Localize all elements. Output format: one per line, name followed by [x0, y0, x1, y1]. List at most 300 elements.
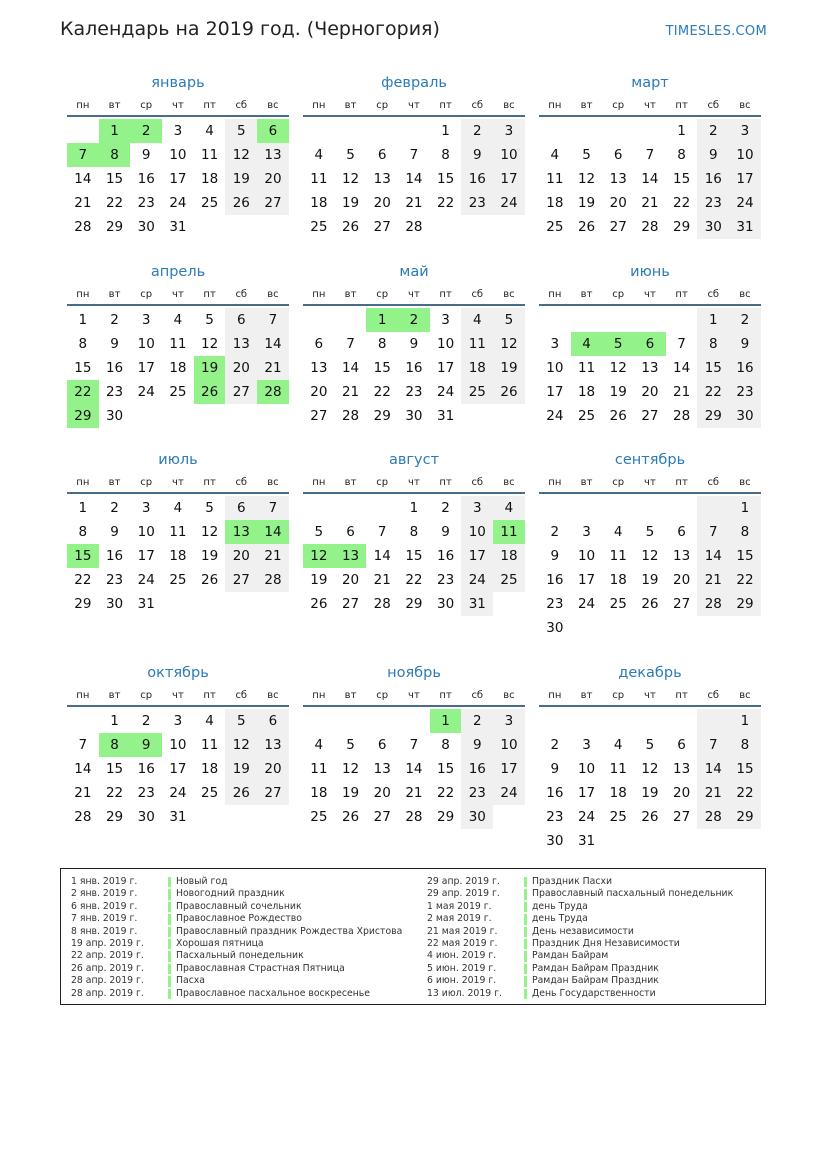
month-name: февраль	[381, 75, 447, 91]
day-cell: 4	[314, 147, 324, 163]
day-cell: 18	[546, 195, 564, 211]
day-cell: 4	[613, 737, 623, 753]
day-cell: 21	[641, 195, 659, 211]
holiday-name: День Государственности	[532, 987, 656, 999]
day-cell: 30	[546, 833, 564, 849]
holiday-name: Праздник Пасхи	[532, 876, 612, 887]
weekday-label: сб	[235, 289, 248, 300]
weekday-label: вт	[344, 690, 357, 701]
day-cell: 27	[673, 596, 691, 612]
weekday-label: сб	[707, 477, 720, 488]
day-cell: 22	[74, 572, 92, 588]
empty-cell	[666, 308, 698, 332]
empty-cell	[366, 709, 398, 733]
day-cell: 16	[137, 171, 155, 187]
weekday-label: вс	[503, 690, 515, 701]
empty-cell	[257, 215, 289, 239]
holiday-date: 28 апр. 2019 г.	[71, 975, 144, 987]
day-cell: 25	[493, 568, 525, 592]
weekday-label: чт	[408, 690, 420, 701]
day-cell: 31	[437, 408, 455, 424]
day-cell: 14	[641, 171, 659, 187]
day-grid	[303, 119, 525, 239]
day-cell: 7	[697, 520, 729, 544]
day-cell: 28	[74, 219, 92, 235]
day-cell: 17	[137, 548, 155, 564]
holiday-marker	[168, 927, 171, 937]
empty-cell	[225, 404, 257, 428]
day-cell: 12	[341, 171, 360, 187]
day-grid	[539, 308, 761, 428]
day-cell: 29	[673, 219, 691, 235]
day-cell: 28	[341, 408, 360, 424]
day-cell: 19	[341, 195, 360, 211]
empty-cell	[602, 616, 634, 640]
holiday-marker	[524, 951, 527, 961]
weekday-label: вт	[580, 100, 593, 111]
day-cell: 19	[577, 195, 596, 211]
month-name: апрель	[150, 264, 206, 280]
day-cell: 20	[225, 356, 257, 380]
day-cell: 23	[461, 781, 493, 805]
empty-cell	[194, 404, 226, 428]
day-cell: 31	[137, 596, 155, 612]
day-cell: 20	[673, 785, 691, 801]
day-cell: 23	[105, 384, 124, 400]
empty-cell	[493, 404, 525, 428]
holiday-day-cell: 19	[194, 356, 226, 380]
weekday-label: пн	[76, 100, 90, 111]
month-name: октябрь	[147, 665, 209, 681]
day-cell: 26	[577, 219, 596, 235]
holiday-marker	[168, 877, 171, 887]
holiday-marker	[524, 989, 527, 999]
holiday-row	[71, 901, 402, 913]
holiday-row	[427, 888, 733, 900]
month-name: май	[399, 264, 429, 280]
month-9	[539, 450, 761, 640]
holiday-marker	[168, 902, 171, 912]
month-name: ноябрь	[387, 665, 441, 681]
day-cell: 21	[257, 544, 289, 568]
day-cell: 1	[441, 123, 450, 139]
day-cell: 23	[461, 191, 493, 215]
holiday-row	[427, 938, 733, 950]
day-cell: 28	[373, 596, 391, 612]
day-cell: 21	[74, 195, 92, 211]
day-cell: 5	[346, 737, 355, 753]
day-cell: 31	[729, 215, 761, 239]
month-name: декабрь	[618, 665, 682, 681]
day-cell: 10	[137, 336, 155, 352]
weekday-label: вс	[267, 100, 279, 111]
day-cell: 15	[105, 761, 124, 777]
weekday-label: пт	[439, 100, 452, 111]
day-cell: 4	[205, 713, 214, 729]
weekday-label: сб	[235, 477, 248, 488]
day-cell: 14	[74, 171, 92, 187]
day-cell: 6	[613, 147, 623, 163]
day-cell: 28	[257, 568, 289, 592]
day-cell: 9	[729, 332, 761, 356]
day-cell: 2	[697, 119, 729, 143]
weekday-label: вс	[503, 289, 515, 300]
holiday-row	[71, 876, 402, 888]
day-cell: 18	[169, 548, 187, 564]
holiday-marker	[524, 902, 527, 912]
weekday-label: сб	[471, 690, 484, 701]
weekday-label: вт	[108, 289, 121, 300]
empty-cell	[257, 805, 289, 829]
empty-cell	[194, 215, 226, 239]
holiday-row	[71, 988, 402, 1000]
day-cell: 26	[225, 781, 257, 805]
day-cell: 14	[405, 171, 423, 187]
day-cell: 3	[582, 524, 591, 540]
holiday-name: Пасха	[176, 975, 205, 987]
holiday-date: 5 июн. 2019 г.	[427, 962, 497, 974]
day-cell: 18	[609, 785, 627, 801]
day-cell: 4	[173, 312, 183, 328]
day-cell: 24	[546, 408, 564, 424]
empty-cell	[539, 119, 571, 143]
day-cell: 7	[697, 733, 729, 757]
day-cell: 15	[437, 171, 455, 187]
day-cell: 18	[201, 171, 219, 187]
day-cell: 7	[409, 737, 419, 753]
day-cell: 4	[314, 737, 324, 753]
day-cell: 23	[437, 572, 455, 588]
day-cell: 29	[105, 219, 124, 235]
weekday-label: чт	[408, 100, 420, 111]
day-grid	[539, 119, 761, 239]
empty-cell	[194, 592, 226, 616]
empty-cell	[225, 592, 257, 616]
day-cell: 27	[373, 219, 391, 235]
weekday-label: ср	[140, 100, 153, 111]
day-cell: 31	[461, 592, 493, 616]
day-cell: 26	[225, 191, 257, 215]
weekday-label: ср	[376, 690, 389, 701]
holiday-list-left	[71, 876, 402, 1000]
day-cell: 15	[673, 171, 691, 187]
holiday-marker	[168, 939, 171, 949]
empty-cell	[634, 829, 666, 853]
day-grid	[303, 308, 525, 428]
empty-cell	[571, 308, 603, 332]
day-cell: 8	[697, 332, 729, 356]
day-cell: 12	[201, 336, 219, 352]
holiday-row	[427, 926, 733, 938]
day-cell: 14	[697, 544, 729, 568]
day-cell: 2	[550, 737, 560, 753]
day-cell: 24	[493, 781, 525, 805]
empty-cell	[162, 592, 194, 616]
empty-cell	[571, 616, 603, 640]
page-title: Календарь на 2019 год. (Черногория)	[60, 18, 440, 40]
day-cell: 9	[141, 147, 151, 163]
holiday-day-cell: 13	[335, 544, 367, 568]
day-cell: 30	[405, 408, 423, 424]
day-cell: 12	[201, 524, 219, 540]
holiday-marker	[524, 964, 527, 974]
holiday-row	[71, 963, 402, 975]
weekday-header	[67, 474, 289, 494]
day-cell: 21	[373, 572, 391, 588]
month-7	[67, 450, 289, 616]
day-cell: 14	[257, 332, 289, 356]
weekday-header	[67, 97, 289, 117]
day-cell: 5	[225, 119, 257, 143]
day-cell: 22	[405, 572, 423, 588]
weekday-label: пн	[312, 477, 326, 488]
day-cell: 28	[405, 219, 423, 235]
holiday-name: Праздник Дня Независимости	[532, 937, 680, 949]
day-grid	[303, 496, 525, 616]
weekday-label: ср	[376, 477, 389, 488]
month-3	[539, 73, 761, 239]
day-cell: 27	[257, 191, 289, 215]
day-cell: 24	[729, 191, 761, 215]
holiday-marker	[524, 877, 527, 887]
day-cell: 22	[105, 195, 124, 211]
day-cell: 25	[201, 195, 219, 211]
holiday-day-cell: 6	[634, 332, 666, 356]
day-cell: 14	[74, 761, 92, 777]
holiday-name: Пасхальный понедельник	[176, 950, 304, 962]
day-cell: 13	[257, 733, 289, 757]
weekday-label: сб	[471, 477, 484, 488]
weekday-label: вт	[108, 100, 121, 111]
holiday-marker	[524, 976, 527, 986]
day-cell: 27	[373, 809, 391, 825]
weekday-label: ср	[376, 289, 389, 300]
day-cell: 4	[461, 308, 493, 332]
empty-cell	[634, 119, 666, 143]
weekday-label: ср	[140, 289, 153, 300]
day-cell: 12	[341, 761, 360, 777]
day-cell: 3	[493, 709, 525, 733]
day-cell: 22	[673, 195, 691, 211]
day-cell: 7	[257, 308, 289, 332]
day-cell: 14	[697, 757, 729, 781]
day-cell: 3	[141, 500, 151, 516]
empty-cell	[666, 829, 698, 853]
day-cell: 7	[677, 336, 686, 352]
day-cell: 24	[461, 568, 493, 592]
day-cell: 22	[729, 568, 761, 592]
empty-cell	[366, 119, 398, 143]
day-cell: 23	[729, 380, 761, 404]
weekday-header	[539, 97, 761, 117]
day-cell: 25	[169, 572, 187, 588]
empty-cell	[697, 709, 729, 733]
day-cell: 16	[405, 360, 423, 376]
day-cell: 20	[225, 544, 257, 568]
weekday-label: вс	[739, 289, 751, 300]
weekday-label: вт	[108, 690, 121, 701]
holiday-name: Рамдан Байрам Праздник	[532, 962, 659, 974]
weekday-label: пт	[439, 289, 452, 300]
day-cell: 20	[641, 384, 659, 400]
holiday-list	[60, 868, 766, 1005]
empty-cell	[461, 215, 493, 239]
weekday-label: ср	[140, 477, 153, 488]
day-cell: 6	[225, 308, 257, 332]
holiday-marker	[168, 976, 171, 986]
holiday-row	[71, 913, 402, 925]
day-cell: 30	[546, 620, 564, 636]
day-cell: 13	[609, 171, 627, 187]
day-cell: 11	[201, 147, 219, 163]
day-cell: 31	[169, 219, 187, 235]
holiday-day-cell: 14	[257, 520, 289, 544]
day-cell: 17	[577, 572, 596, 588]
weekday-label: вс	[739, 100, 751, 111]
holiday-day-cell: 1	[430, 709, 462, 733]
day-cell: 17	[137, 360, 155, 376]
holiday-name: Новогодний праздник	[176, 888, 285, 900]
empty-cell	[335, 709, 367, 733]
weekday-label: пн	[76, 477, 90, 488]
empty-cell	[602, 496, 634, 520]
day-cell: 24	[577, 809, 596, 825]
day-cell: 10	[493, 143, 525, 167]
day-cell: 9	[110, 336, 119, 352]
day-cell: 18	[310, 195, 328, 211]
weekday-label: ср	[612, 289, 625, 300]
day-cell: 9	[441, 524, 450, 540]
day-cell: 3	[141, 312, 151, 328]
holiday-day-cell: 4	[571, 332, 603, 356]
holiday-day-cell: 8	[99, 733, 131, 757]
day-cell: 28	[697, 805, 729, 829]
day-cell: 24	[137, 572, 155, 588]
empty-cell	[257, 592, 289, 616]
day-cell: 23	[546, 596, 564, 612]
day-cell: 22	[105, 785, 124, 801]
day-cell: 30	[437, 596, 455, 612]
day-cell: 1	[697, 308, 729, 332]
weekday-label: чт	[172, 289, 184, 300]
holiday-day-cell: 29	[67, 404, 99, 428]
holiday-day-cell: 11	[493, 520, 525, 544]
day-cell: 17	[493, 757, 525, 781]
day-cell: 18	[609, 572, 627, 588]
weekday-header	[303, 474, 525, 494]
holiday-row	[427, 988, 733, 1000]
empty-cell	[335, 496, 367, 520]
weekday-label: пт	[203, 477, 216, 488]
day-cell: 2	[141, 713, 151, 729]
day-cell: 20	[673, 572, 691, 588]
holiday-date: 2 янв. 2019 г.	[71, 888, 138, 900]
day-cell: 3	[173, 123, 183, 139]
day-grid	[539, 709, 761, 853]
day-cell: 2	[729, 308, 761, 332]
weekday-label: чт	[172, 690, 184, 701]
day-cell: 7	[409, 147, 419, 163]
weekday-header	[303, 687, 525, 707]
holiday-day-cell: 7	[67, 143, 99, 167]
holiday-marker	[168, 914, 171, 924]
day-cell: 16	[461, 757, 493, 781]
day-cell: 1	[409, 500, 419, 516]
weekday-label: пт	[675, 289, 688, 300]
day-cell: 27	[225, 568, 257, 592]
weekday-header	[303, 286, 525, 306]
day-grid	[303, 709, 525, 829]
day-cell: 10	[729, 143, 761, 167]
day-cell: 15	[74, 360, 92, 376]
day-cell: 8	[409, 524, 419, 540]
day-cell: 27	[257, 781, 289, 805]
empty-cell	[539, 709, 571, 733]
day-cell: 19	[609, 384, 627, 400]
empty-cell	[539, 496, 571, 520]
day-cell: 13	[373, 171, 391, 187]
day-cell: 5	[645, 737, 655, 753]
day-cell: 10	[577, 548, 596, 564]
holiday-marker	[168, 889, 171, 899]
month-5	[303, 262, 525, 428]
empty-cell	[602, 829, 634, 853]
weekday-label: пн	[548, 477, 562, 488]
holiday-row	[427, 963, 733, 975]
day-cell: 26	[201, 572, 219, 588]
day-cell: 16	[697, 167, 729, 191]
day-cell: 6	[314, 336, 324, 352]
day-cell: 6	[377, 737, 387, 753]
day-cell: 2	[461, 119, 493, 143]
day-cell: 14	[405, 761, 423, 777]
day-cell: 9	[110, 524, 119, 540]
empty-cell	[335, 308, 367, 332]
empty-cell	[666, 496, 698, 520]
day-cell: 14	[673, 360, 691, 376]
weekday-label: пт	[203, 690, 216, 701]
day-cell: 11	[201, 737, 219, 753]
day-cell: 8	[377, 336, 387, 352]
weekday-label: пн	[548, 100, 562, 111]
day-cell: 24	[577, 596, 596, 612]
day-grid	[67, 308, 289, 428]
weekday-label: пт	[675, 690, 688, 701]
day-cell: 29	[74, 596, 92, 612]
day-cell: 17	[169, 761, 187, 777]
day-cell: 19	[641, 572, 659, 588]
holiday-row	[71, 926, 402, 938]
day-cell: 5	[205, 500, 214, 516]
holiday-date: 22 мая 2019 г.	[427, 937, 498, 949]
holiday-name: День независимости	[532, 925, 634, 937]
day-cell: 11	[461, 332, 493, 356]
holiday-day-cell: 1	[99, 119, 131, 143]
holiday-row	[427, 913, 733, 925]
day-cell: 21	[257, 356, 289, 380]
holiday-row	[427, 901, 733, 913]
brand-logo-text[interactable]: TIMESLES.COM	[665, 24, 767, 39]
weekday-label: сб	[707, 289, 720, 300]
day-grid	[67, 119, 289, 239]
day-cell: 20	[341, 572, 360, 588]
weekday-label: вт	[344, 289, 357, 300]
day-cell: 25	[609, 809, 627, 825]
day-cell: 7	[346, 336, 355, 352]
day-cell: 11	[169, 336, 187, 352]
empty-cell	[303, 496, 335, 520]
weekday-label: пн	[76, 690, 90, 701]
